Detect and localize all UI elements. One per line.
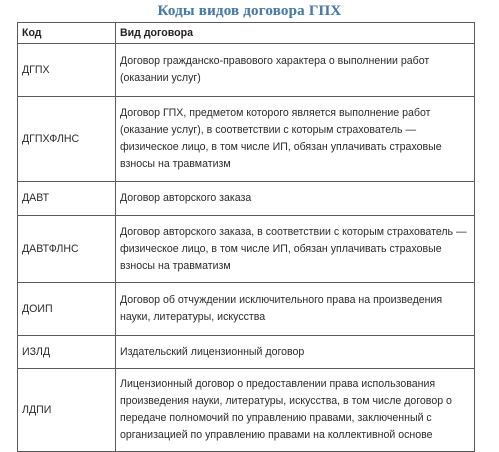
table-row: [18, 216, 475, 283]
cell-description: Договор авторского заказа, в соответствии с которым страхователь — физическое лицо, в том числе ИП, обязан уплачивать страховые взносы на травматизм: [116, 216, 475, 283]
cell-code: ДОИП: [18, 283, 116, 336]
cell-code: ДГПХ: [18, 44, 116, 97]
cell-code: ДГПХФЛНС: [18, 97, 116, 182]
cell-code: ДАВТ: [18, 182, 116, 216]
cell-description: Договор гражданско-правового характера о выполнении работ (оказании услуг): [116, 44, 475, 97]
cell-description: Лицензионный договор о предоставлении права использования произведения науки, литературы, искусства, в том числе договор о передаче полномочий по управлению правами, заключенный с организацией по управлению правами на коллективной основе: [116, 369, 475, 452]
cell-code: ЛДПИ: [18, 369, 116, 452]
cell-description: Договор авторского заказа: [116, 182, 475, 216]
cell-description: Договор ГПХ, предметом которого является выполнение работ (оказание услуг), в соответствии с которым страхователь — физическое лицо, в том числе ИП, обязан уплачивать страховые взносы на травматизм: [116, 97, 475, 182]
cell-code: ДАВТФЛНС: [18, 216, 116, 283]
column-header-contract-type: Вид договора: [116, 23, 475, 44]
cell-description: Договор об отчуждении исключительного права на произведения науки, литературы, искусства: [116, 283, 475, 336]
table-row: [18, 44, 475, 97]
table-row: [18, 369, 475, 452]
contract-codes-table: [17, 22, 475, 452]
table-header-row: [18, 23, 475, 44]
column-header-code: Код: [18, 23, 116, 44]
table-row: [18, 97, 475, 182]
table-row: [18, 182, 475, 216]
cell-description: Издательский лицензионный договор: [116, 336, 475, 369]
table-row: [18, 283, 475, 336]
cell-code: ИЗЛД: [18, 336, 116, 369]
page-title: Коды видов договора ГПХ: [157, 3, 342, 19]
table-row: [18, 336, 475, 369]
